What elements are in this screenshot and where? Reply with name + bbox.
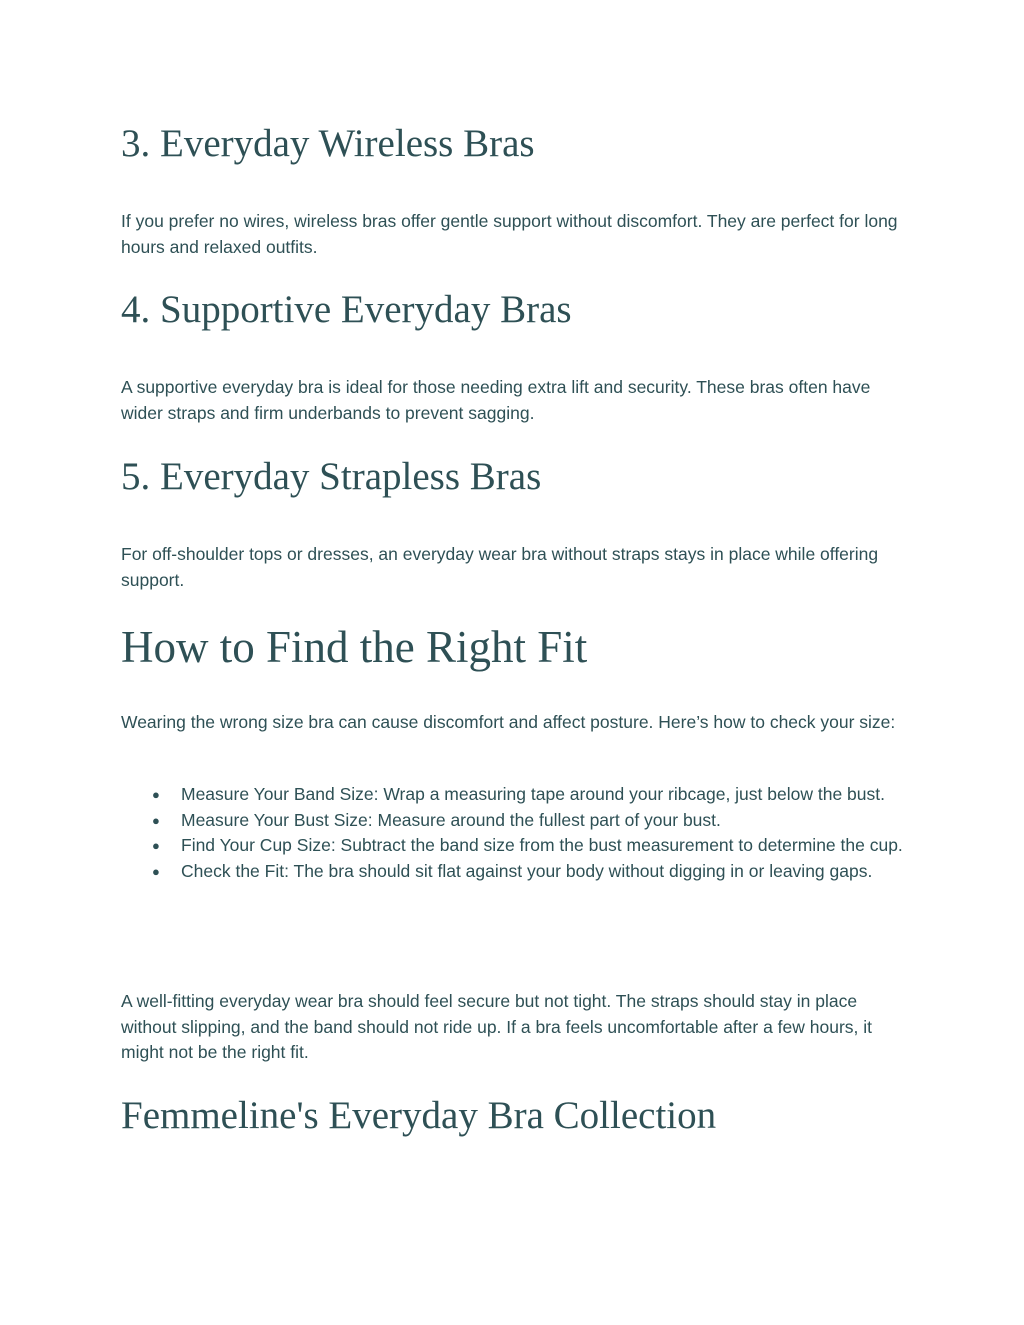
section-body-strapless: For off-shoulder tops or dresses, an everyday wear bra without straps stays in place while offering support. — [121, 544, 879, 590]
list-item — [121, 859, 911, 885]
list-item — [121, 808, 911, 834]
section-heading-supportive: 4. Supportive Everyday Bras — [121, 288, 572, 331]
bullet-icon: ● — [152, 863, 160, 879]
collection-heading: Femmeline's Everyday Bra Collection — [121, 1094, 717, 1137]
section-heading-wireless: 3. Everyday Wireless Bras — [121, 122, 535, 165]
list-item-text: Check the Fit: The bra should sit flat against your body without digging in or leaving gaps. — [181, 860, 873, 881]
section-body-wireless: If you prefer no wires, wireless bras offer gentle support without discomfort. They are perfect for long hours and relaxed outfits. — [121, 211, 898, 257]
fit-closing: A well-fitting everyday wear bra should feel secure but not tight. The straps should stay in place without slipping, and the band should not ride up. If a bra feels uncomfortable after a few hours, it might not be the right fit. — [121, 991, 873, 1062]
list-item — [121, 833, 911, 859]
fit-intro: Wearing the wrong size bra can cause discomfort and affect posture. Here’s how to check your size: — [121, 712, 896, 732]
list-item-text: Measure Your Band Size: Wrap a measuring tape around your ribcage, just below the bust. — [181, 784, 885, 804]
list-item — [121, 782, 911, 808]
fit-steps-list — [121, 782, 911, 884]
bullet-icon: ● — [152, 787, 160, 802]
list-item-text: Measure Your Bust Size: Measure around the fullest part of your bust. — [181, 809, 721, 830]
fit-heading: How to Find the Right Fit — [121, 622, 588, 672]
bullet-icon: ● — [152, 812, 160, 828]
bullet-icon: ● — [152, 838, 160, 853]
section-heading-strapless: 5. Everyday Strapless Bras — [121, 455, 542, 498]
list-item-text: Find Your Cup Size: Subtract the band size from the bust measurement to determine the cup. — [181, 835, 903, 855]
section-body-supportive: A supportive everyday bra is ideal for those needing extra lift and security. These bras often have wider straps and firm underbands to prevent sagging. — [121, 377, 871, 423]
